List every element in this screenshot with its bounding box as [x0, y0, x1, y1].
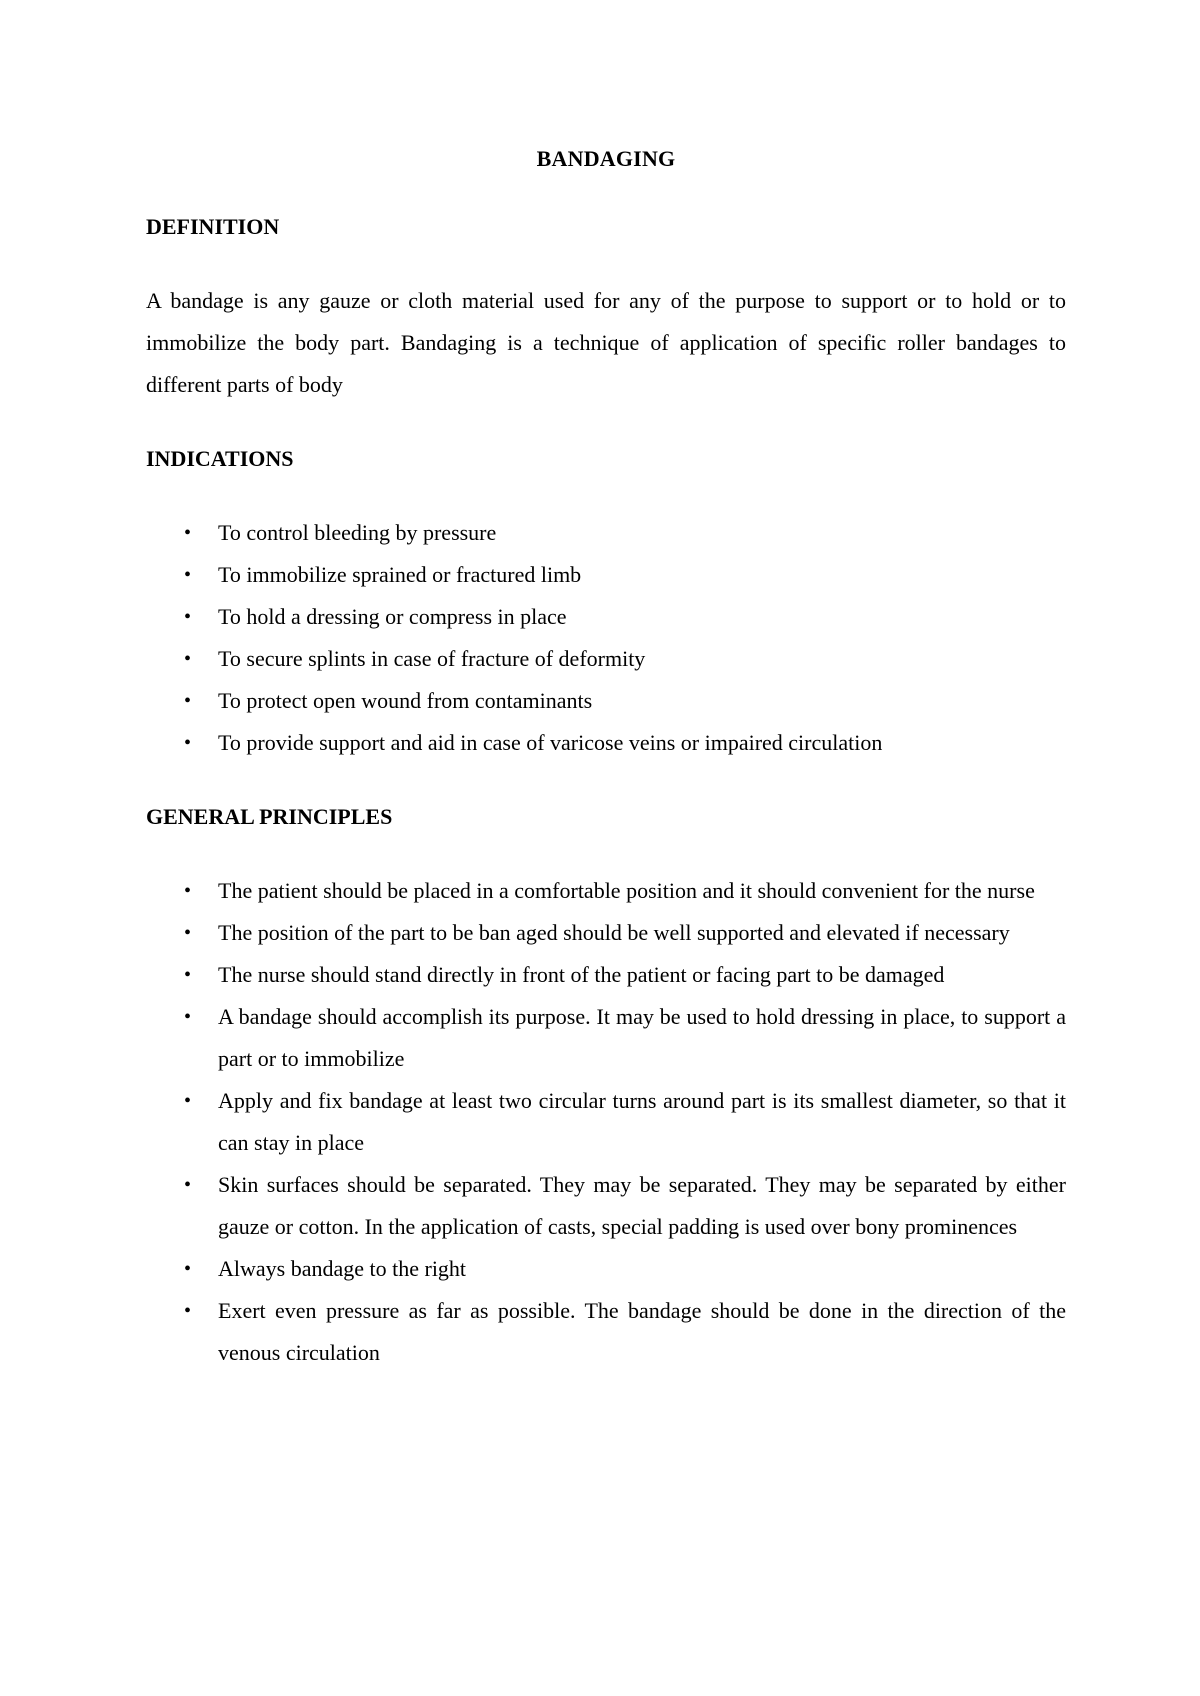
- definition-paragraph: A bandage is any gauze or cloth material used for any of the purpose to support or to hold or to immobilize the body part. Bandaging is a technique of application of specific roller bandages to different parts of body: [146, 288, 1066, 397]
- indications-heading: INDICATIONS: [146, 446, 294, 471]
- general-principles-heading: GENERAL PRINCIPLES: [146, 804, 393, 829]
- list-item-text: To control bleeding by pressure: [218, 520, 497, 545]
- indications-list-item: [146, 554, 1066, 596]
- list-item-text: Exert even pressure as far as possible. The bandage should be done in the direction of the venous circulation: [218, 1298, 1066, 1365]
- indications-list: [146, 512, 1066, 764]
- list-item-text: To secure splints in case of fracture of deformity: [218, 646, 646, 671]
- indications-list-item: [146, 722, 1066, 764]
- list-item-text: To protect open wound from contaminants: [218, 688, 593, 713]
- bullet-icon: •: [184, 922, 192, 944]
- indications-list-item: [146, 638, 1066, 680]
- bullet-icon: •: [184, 1090, 192, 1112]
- bullet-icon: •: [184, 690, 192, 712]
- bullet-icon: •: [184, 964, 192, 986]
- list-item-text: The patient should be placed in a comfortable position and it should convenient for the nurse: [218, 878, 1035, 903]
- list-item-text: To hold a dressing or compress in place: [218, 604, 567, 629]
- definition-heading: DEFINITION: [146, 214, 280, 239]
- indications-list-item: [146, 680, 1066, 722]
- principles-list-item: [146, 1080, 1066, 1164]
- list-item-text: Skin surfaces should be separated. They may be separated. They may be separated by either gauze or cotton. In the application of casts, special padding is used over bony prominences: [218, 1172, 1066, 1239]
- principles-list-item: [146, 1248, 1066, 1290]
- bullet-icon: •: [184, 1174, 192, 1196]
- bullet-icon: •: [184, 732, 192, 754]
- document-title: BANDAGING: [536, 146, 676, 171]
- list-item-text: To immobilize sprained or fractured limb: [218, 562, 582, 587]
- principles-list-item: [146, 870, 1066, 912]
- principles-list-item: [146, 1290, 1066, 1374]
- list-item-text: Always bandage to the right: [218, 1256, 467, 1281]
- bullet-icon: •: [184, 880, 192, 902]
- bullet-icon: •: [184, 1258, 192, 1280]
- bullet-icon: •: [184, 564, 192, 586]
- principles-list-item: [146, 1164, 1066, 1248]
- list-item-text: Apply and fix bandage at least two circular turns around part is its smallest diameter, so that it can stay in place: [218, 1088, 1066, 1155]
- list-item-text: A bandage should accomplish its purpose. It may be used to hold dressing in place, to support a part or to immobilize: [218, 1004, 1066, 1071]
- indications-list-item: [146, 596, 1066, 638]
- general-principles-list: [146, 870, 1066, 1374]
- bullet-icon: •: [184, 606, 192, 628]
- list-item-text: To provide support and aid in case of varicose veins or impaired circulation: [218, 730, 883, 755]
- list-item-text: The nurse should stand directly in front of the patient or facing part to be damaged: [218, 962, 945, 987]
- bullet-icon: •: [184, 1006, 192, 1028]
- indications-list-item: [146, 512, 1066, 554]
- principles-list-item: [146, 954, 1066, 996]
- list-item-text: The position of the part to be ban aged should be well supported and elevated if necessary: [218, 920, 1010, 945]
- document-content: [146, 144, 1066, 1374]
- bullet-icon: •: [184, 648, 192, 670]
- principles-list-item: [146, 996, 1066, 1080]
- bullet-icon: •: [184, 1300, 192, 1322]
- principles-list-item: [146, 912, 1066, 954]
- bullet-icon: •: [184, 522, 192, 544]
